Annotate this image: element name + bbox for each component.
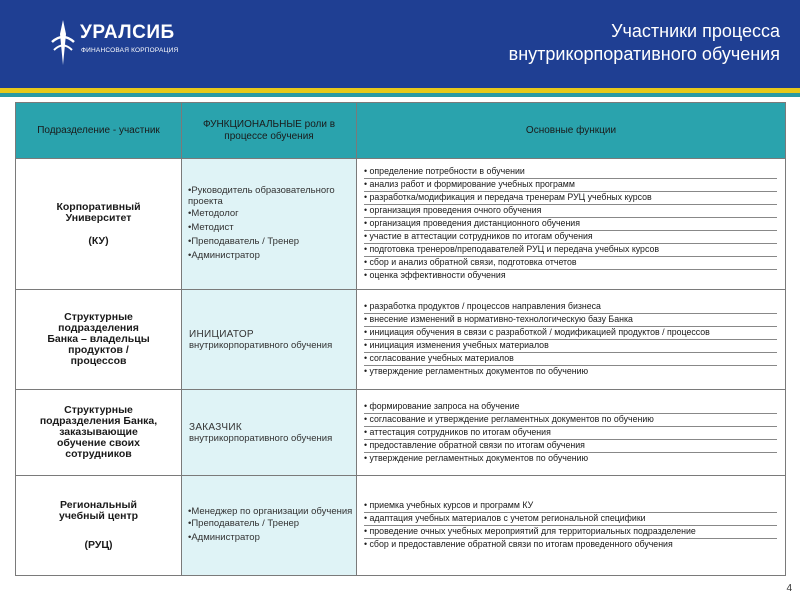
unit-name: Региональный учебный центр: [59, 499, 138, 522]
header-bar: [0, 0, 800, 88]
function-item: • инициация изменения учебных материалов: [364, 340, 777, 353]
unit-name: Структурные подразделения Банка, заказывающие обучение своих сотрудников: [39, 404, 158, 460]
unit-cell: [16, 390, 182, 476]
role-item: • Менеджер по организации обучения: [188, 506, 356, 517]
function-item: • организация проведения очного обучения: [364, 205, 777, 218]
unit-abbr: (РУЦ): [84, 539, 113, 551]
header-roles: ФУНКЦИОНАЛЬНЫЕ роли в процессе обучения: [182, 103, 357, 159]
function-item: • аттестация сотрудников по итогам обучения: [364, 427, 777, 440]
unit-cell: [16, 159, 182, 290]
table-header-row: [16, 103, 786, 159]
function-item: • разработка продуктов / процессов направления бизнеса: [364, 301, 777, 314]
page-title: [509, 20, 780, 66]
function-item: • сбор и предоставление обратной связи по итогам проведенного обучения: [364, 539, 777, 551]
title-line-2: внутрикорпоративного обучения: [508, 44, 780, 64]
function-item: • приемка учебных курсов и программ КУ: [364, 500, 777, 513]
table-row: [16, 390, 786, 476]
function-item: • подготовка тренеров/преподавателей РУЦ и передача учебных курсов: [364, 244, 777, 257]
role-item: • Администратор: [188, 531, 356, 545]
role-item: • Преподаватель / Тренер: [188, 235, 356, 249]
function-item: • утверждение регламентных документов по обучению: [364, 366, 777, 378]
function-item: • адаптация учебных материалов с учетом региональной специфики: [364, 513, 777, 526]
function-item: • разработка/модификация и передача тренерам РУЦ учебных курсов: [364, 192, 777, 205]
role-main: ИНИЦИАТОР: [189, 328, 254, 340]
unit-abbr: (КУ): [88, 234, 109, 247]
role-item: • Преподаватель / Тренер: [188, 517, 356, 531]
unit-name: Корпоративный Университет: [56, 200, 141, 224]
function-item: • предоставление обратной связи по итогам обучения: [364, 440, 777, 453]
function-item: • сбор и анализ обратной связи, подготовка отчетов: [364, 257, 777, 270]
functions-cell: [357, 159, 786, 290]
functions-cell: [357, 476, 786, 576]
unit-cell: [16, 476, 182, 576]
role-item: • Руководитель образовательного проекта: [188, 185, 356, 207]
function-item: • проведение очных учебных мероприятий для территориальных подразделение: [364, 526, 777, 539]
unit-cell: [16, 290, 182, 390]
roles-cell: [182, 476, 357, 576]
participants-table: [15, 102, 786, 576]
function-item: • согласование и утверждение регламентных документов по обучению: [364, 414, 777, 427]
function-item: • анализ работ и формирование учебных программ: [364, 179, 777, 192]
role-main: ЗАКАЗЧИК: [189, 421, 242, 433]
function-item: • внесение изменений в нормативно-технологическую базу Банка: [364, 314, 777, 327]
brand-name: УРАЛСИБ: [80, 22, 175, 43]
header-functions: Основные функции: [357, 103, 786, 159]
uralsib-emblem-icon: [50, 20, 76, 65]
brand-subtitle: ФИНАНСОВАЯ КОРПОРАЦИЯ: [81, 47, 179, 54]
role-sub: внутрикорпоративного обучения: [189, 339, 333, 351]
function-item: • согласование учебных материалов: [364, 353, 777, 366]
roles-cell: [182, 159, 357, 290]
functions-cell: [357, 290, 786, 390]
function-item: • оценка эффективности обучения: [364, 270, 777, 282]
unit-name: Структурные подразделения Банка – владельцы продуктов / процессов: [47, 311, 150, 367]
roles-cell: [182, 390, 357, 476]
role-item: • Методолог: [188, 207, 356, 221]
page-number: 4: [786, 583, 792, 594]
table-row: [16, 476, 786, 576]
role-item: • Администратор: [188, 249, 356, 263]
roles-cell: [182, 290, 357, 390]
function-item: • инициация обучения в связи с разработкой / модификацией продуктов / процессов: [364, 327, 777, 340]
function-item: • формирование запроса на обучение: [364, 401, 777, 414]
role-sub: внутрикорпоративного обучения: [189, 432, 333, 444]
function-item: • определение потребности в обучении: [364, 166, 777, 179]
table-row: [16, 290, 786, 390]
function-item: • утверждение регламентных документов по обучению: [364, 453, 777, 465]
function-item: • организация проведения дистанционного обучения: [364, 218, 777, 231]
table-row: [16, 159, 786, 290]
teal-stripe: [0, 93, 800, 97]
functions-cell: [357, 390, 786, 476]
header-unit: Подразделение - участник: [16, 103, 182, 159]
function-item: • участие в аттестации сотрудников по итогам обучения: [364, 231, 777, 244]
role-item: • Методист: [188, 221, 356, 235]
uralsib-logo: [50, 20, 190, 65]
title-line-1: Участники процесса: [611, 21, 780, 41]
